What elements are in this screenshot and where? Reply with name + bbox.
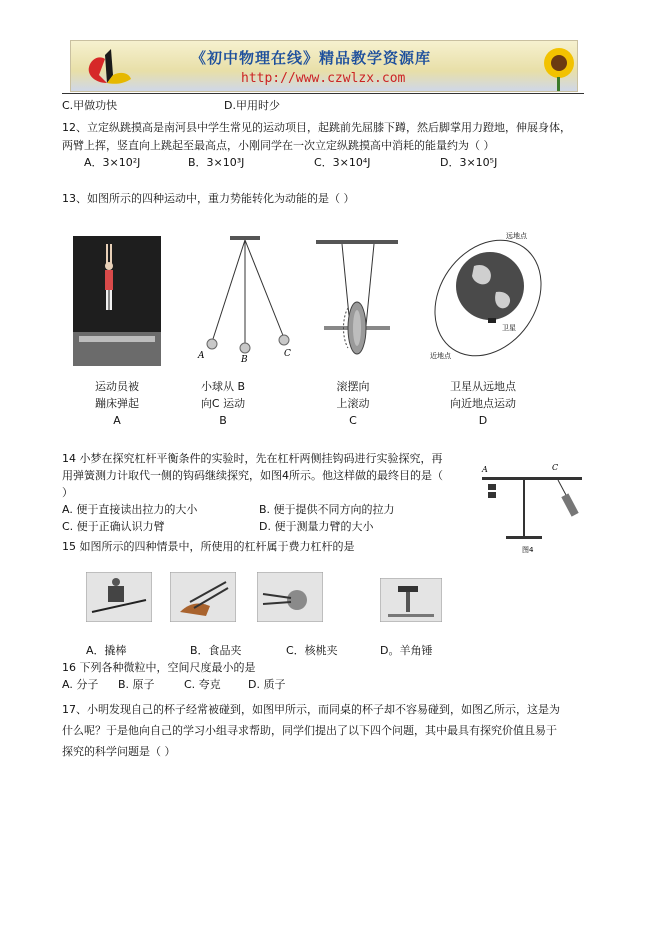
q12-option-c: C．3×10⁴J bbox=[314, 156, 371, 169]
maxwell-wheel-diagram bbox=[314, 238, 400, 370]
banner-url: http://www.czwlzx.com bbox=[241, 71, 406, 86]
lever-label-c: C bbox=[552, 463, 559, 472]
pendulum-label-b: B bbox=[241, 355, 248, 364]
logo-icon bbox=[77, 45, 137, 87]
q16-option-c: C. 夸克 bbox=[184, 678, 221, 691]
q17-line1: 17、小明发现自己的杯子经常被碰到，如图甲所示，而同桌的杯子却不容易碰到，如图乙所示，这是为 bbox=[62, 703, 560, 716]
q16-stem: 16 下列各种微粒中，空间尺度最小的是 bbox=[62, 661, 256, 674]
q14-line1: 14 小梦在探究杠杆平衡条件的实验时，先在杠杆两侧挂钩码进行实验探究，再 bbox=[62, 452, 443, 465]
q14-line3: ） bbox=[62, 486, 73, 499]
q12-line2: 两臂上挥，竖直向上跳起至最高点，小刚同学在一次立定纵跳摸高中消耗的能量约为（ ） bbox=[62, 139, 495, 152]
q14-option-d: D. 便于测量力臂的大小 bbox=[259, 520, 374, 533]
pendulum-label-a: A bbox=[198, 351, 205, 361]
nutcracker-photo bbox=[257, 572, 323, 622]
food-tongs-photo bbox=[170, 572, 236, 622]
pendulum-label-c: C bbox=[284, 349, 291, 359]
satellite-label: 卫星 bbox=[502, 324, 516, 332]
lever-figure-caption: 图4 bbox=[522, 546, 534, 554]
q11-option-c: C.甲做功快 bbox=[62, 99, 118, 112]
q17-line3: 探究的科学问题是（ ） bbox=[62, 745, 176, 758]
q13-stem: 13、如图所示的四种运动中，重力势能转化为动能的是（ ） bbox=[62, 192, 355, 205]
q12-option-d: D．3×10⁵J bbox=[440, 156, 498, 169]
q16-option-b: B. 原子 bbox=[118, 678, 155, 691]
header-divider bbox=[62, 93, 584, 94]
claw-hammer-photo bbox=[380, 578, 442, 622]
q15-stem: 15 如图所示的四种情景中，所使用的杠杆属于费力杠杆的是 bbox=[62, 540, 355, 553]
q17-line2: 什么呢？于是他向自己的学习小组寻求帮助，同学们提出了以下四个问题，其中最具有探究价值且易于 bbox=[62, 724, 557, 737]
q15-option-c: C．核桃夹 bbox=[286, 644, 338, 657]
q12-option-b: B．3×10³J bbox=[188, 156, 245, 169]
lever-label-a: A bbox=[482, 465, 488, 474]
caption-b: 小球从 B 向C 运动 B bbox=[200, 380, 246, 427]
lever-diagram bbox=[478, 460, 588, 556]
q14-option-b: B. 便于提供不同方向的拉力 bbox=[259, 503, 395, 516]
apogee-label: 远地点 bbox=[506, 232, 527, 240]
q12-line1: 12、立定纵跳摸高是南河县中学生常见的运动项目，起跳前先屈膝下蹲，然后脚掌用力蹬地，伸展身体， bbox=[62, 121, 571, 134]
q11-option-d: D.甲用时少 bbox=[224, 99, 280, 112]
satellite-orbit-diagram bbox=[424, 226, 550, 362]
banner-title: 《初中物理在线》精品教学资源库 bbox=[191, 49, 432, 67]
q14-option-a: A. 便于直接读出拉力的大小 bbox=[62, 503, 198, 516]
perigee-label: 近地点 bbox=[430, 352, 451, 360]
q16-option-d: D. 质子 bbox=[248, 678, 286, 691]
q15-option-b: B．食品夹 bbox=[190, 644, 242, 657]
caption-c: 滚摆向 上滚动 C bbox=[336, 380, 370, 427]
q15-option-a: A．撬棒 bbox=[86, 644, 127, 657]
crowbar-photo bbox=[86, 572, 152, 622]
pendulum-diagram bbox=[192, 234, 302, 364]
q14-line2: 用弹簧测力计取代一侧的钩码继续探究，如图4所示。他这样做的最终目的是（ bbox=[62, 469, 443, 482]
q14-option-c: C. 便于正确认识力臂 bbox=[62, 520, 165, 533]
q16-option-a: A. 分子 bbox=[62, 678, 99, 691]
q15-option-d: D。羊角锤 bbox=[380, 644, 433, 657]
sunflower-icon bbox=[541, 41, 577, 91]
caption-d: 卫星从远地点 向近地点运动 D bbox=[450, 380, 516, 427]
q12-option-a: A．3×10²J bbox=[84, 156, 141, 169]
caption-a: 运动员被 蹦床弹起 A bbox=[95, 380, 139, 427]
header-banner bbox=[70, 40, 578, 92]
trampoline-photo bbox=[73, 236, 161, 366]
